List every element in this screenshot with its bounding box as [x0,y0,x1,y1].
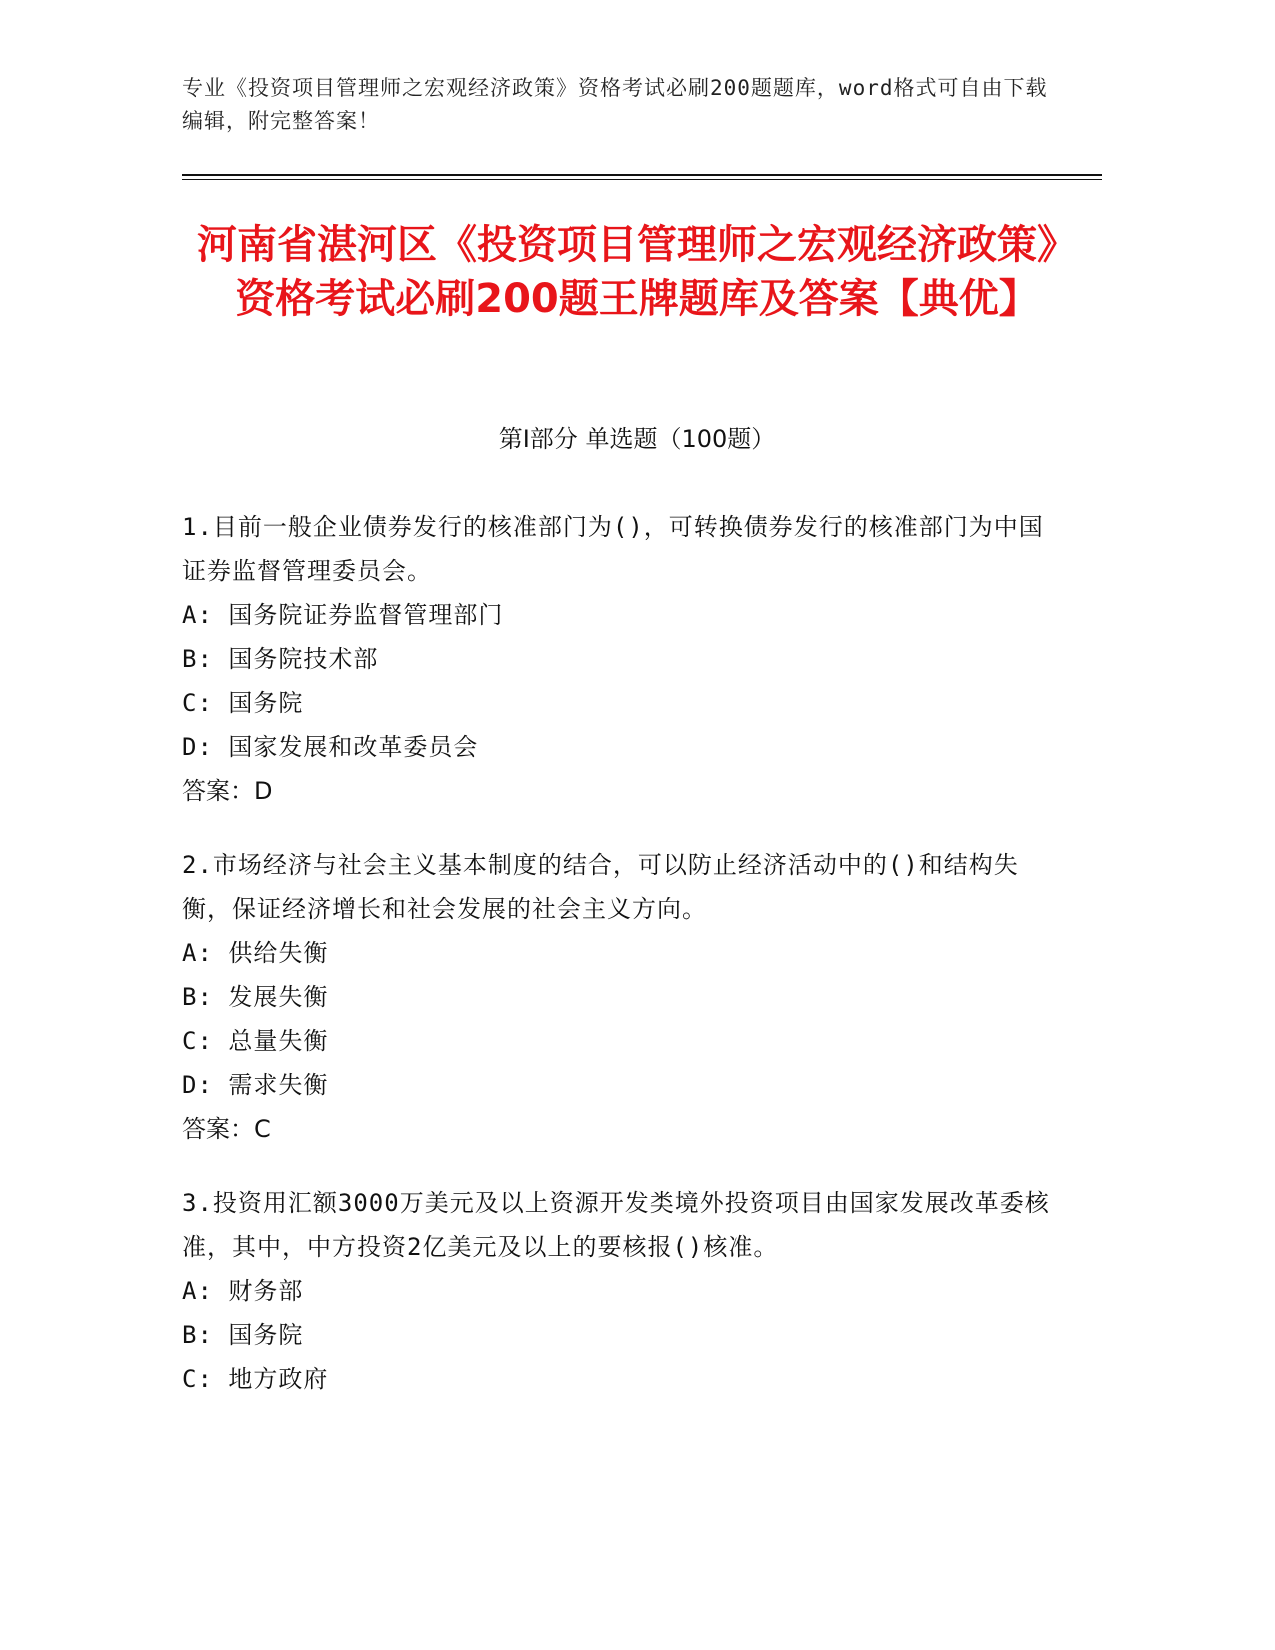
option-a: A: 供给失衡 [182,939,329,967]
option-a: A: 国务院证券监督管理部门 [182,601,504,629]
document-title: 河南省湛河区《投资项目管理师之宏观经济政策》资格考试必刷200题王牌题库及答案【典优】 [197,222,1077,322]
option-c: C: 国务院 [182,689,304,717]
answer: 答案：D [182,777,273,805]
section-heading: 第Ⅰ部分 单选题（100题） [498,425,776,453]
option-a: A: 财务部 [182,1277,304,1305]
option-b: B: 国务院 [182,1321,304,1349]
question-3 [182,1181,1062,1401]
option-b: B: 国务院技术部 [182,645,379,673]
question-1 [182,505,1062,813]
question-list [182,505,1062,1431]
question-stem: 2.市场经济与社会主义基本制度的结合，可以防止经济活动中的()和结构失衡，保证经济增长和社会发展的社会主义方向。 [182,851,1019,923]
option-d: D: 国家发展和改革委员会 [182,733,479,761]
option-c: C: 地方政府 [182,1365,329,1393]
question-stem: 1.目前一般企业债券发行的核准部门为()，可转换债券发行的核准部门为中国证券监督管理委员会。 [182,513,1044,585]
option-d: D: 需求失衡 [182,1071,329,1099]
header-rule-thick [182,174,1102,176]
option-b: B: 发展失衡 [182,983,329,1011]
header-rule-thin [182,179,1102,180]
header-note: 专业《投资项目管理师之宏观经济政策》资格考试必刷200题题库，word格式可自由下载编辑，附完整答案！ [182,76,1048,133]
option-c: C: 总量失衡 [182,1027,329,1055]
question-stem: 3.投资用汇额3000万美元及以上资源开发类境外投资项目由国家发展改革委核准，其中，中方投资2亿美元及以上的要核报()核准。 [182,1189,1050,1261]
question-2 [182,843,1062,1151]
answer: 答案：C [182,1115,271,1143]
